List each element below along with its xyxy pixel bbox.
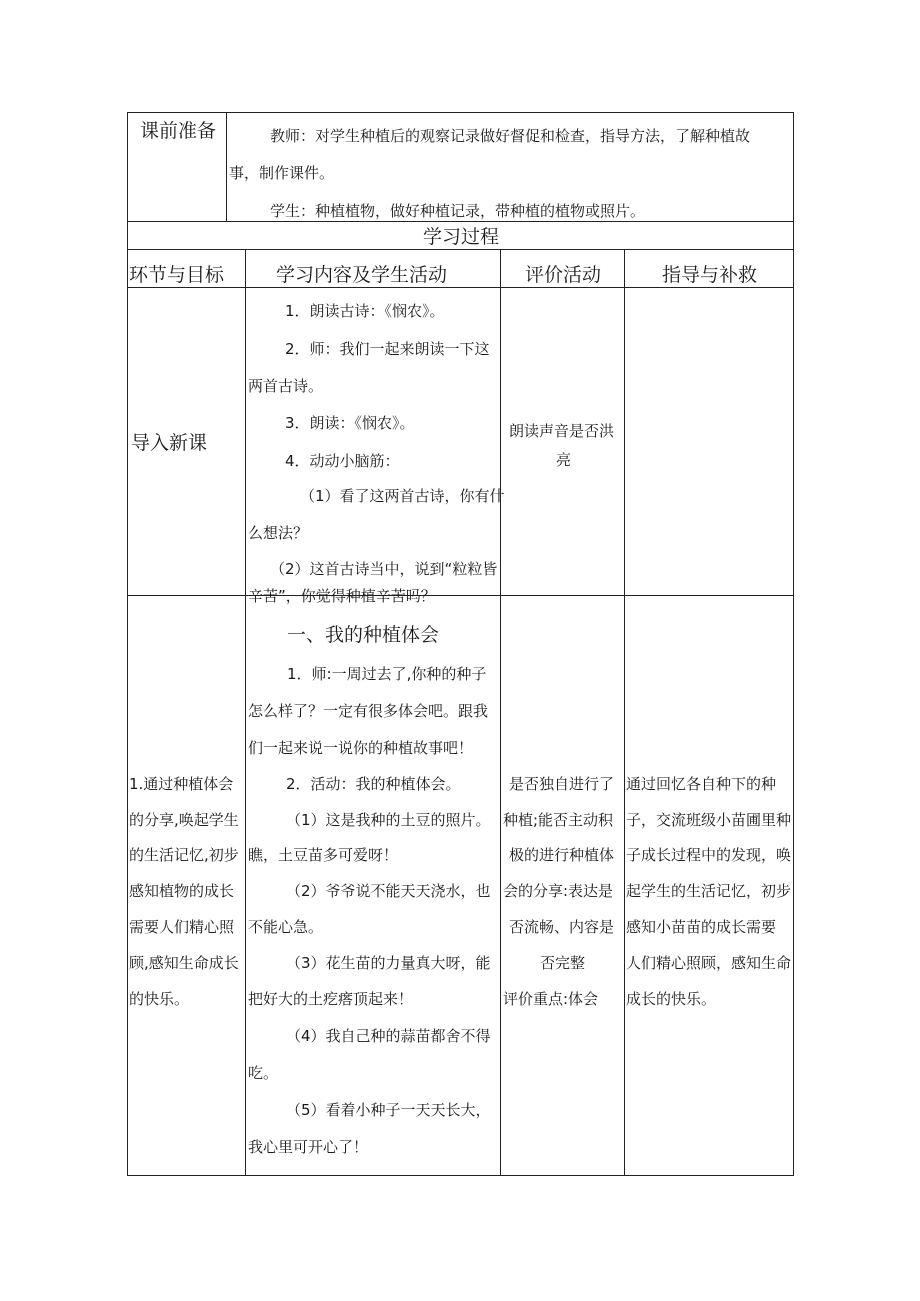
intro-line: （1）看了这两首古诗，你有什: [300, 487, 505, 505]
process-title: 学习过程: [423, 226, 500, 248]
intro-stage-label: 导入新课: [131, 432, 208, 454]
eval-line: 会的分享:表达是: [503, 882, 614, 900]
goal-line: 感知植物的成长: [129, 882, 235, 900]
goal-line: 1.通过种植体会: [129, 775, 234, 793]
row-divider-process: [127, 249, 794, 250]
section-title: 一、我的种植体会: [287, 624, 440, 646]
guide-line: 成长的快乐。: [626, 990, 717, 1008]
intro-eval-line2: 亮: [556, 451, 572, 469]
col3-divider: [624, 249, 625, 1176]
content-line: （5）看着小种子一天天长大，: [286, 1101, 491, 1119]
content-line: （3）花生苗的力量真大呀，能: [286, 954, 491, 972]
goal-line: 需要人们精心照: [129, 918, 235, 936]
table-top-border: [127, 112, 794, 113]
eval-line: 评价重点:体会: [503, 990, 599, 1008]
guide-line: 通过回忆各自种下的种: [626, 775, 777, 793]
intro-line: 2．师：我们一起来朗读一下这: [285, 340, 490, 358]
content-line: 不能心急。: [248, 918, 324, 936]
col2-divider: [500, 249, 501, 1176]
intro-line: 两首古诗。: [248, 377, 324, 395]
eval-line: 种植;能否主动积: [503, 811, 614, 829]
row-divider-prep: [127, 221, 794, 222]
intro-content-cell: [246, 288, 505, 605]
intro-line: 辛苦”，你觉得种植辛苦吗？: [248, 587, 436, 605]
content-line: 1．师:一周过去了,你种的种子: [287, 665, 487, 683]
guide-line: 起学生的生活记忆，初步: [626, 882, 792, 900]
prep-student-line: 学生：种植植物，做好种植记录，带种植的植物或照片。: [270, 202, 646, 220]
guide-line: 感知小苗苗的成长需要: [626, 918, 777, 936]
eval-line: 否完整: [540, 954, 586, 972]
goal-line: 的生活记忆,初步: [129, 846, 239, 864]
guide-line: 子，交流班级小苗圃里种: [626, 811, 792, 829]
guide-line: 子成长过程中的发现，唤: [626, 846, 792, 864]
prep-teacher-line2: 事，制作课件。: [229, 164, 335, 182]
row-divider-intro: [127, 595, 794, 596]
intro-line: 1．朗读古诗：《悯农》。: [285, 302, 445, 320]
intro-line: （2）这首古诗当中，说到“粒粒皆: [270, 560, 498, 578]
eval-line: 否流畅、内容是: [509, 918, 615, 936]
content-line: 瞧，土豆苗多可爱呀！: [248, 846, 399, 864]
eval-line: 极的进行种植体: [509, 846, 615, 864]
header-guidance: 指导与补救: [662, 264, 758, 286]
content-line: 们一起来说一说你的种植故事吧！: [248, 739, 474, 757]
guide-line: 人们精心照顾，感知生命: [626, 954, 792, 972]
content-line: 把好大的土疙瘩顶起来！: [248, 990, 414, 1008]
intro-line: 3．朗读：《悯农》。: [285, 414, 415, 432]
eval-line: 是否独自进行了: [509, 775, 615, 793]
content-line: （4）我自己种的蒜苗都舍不得: [286, 1027, 491, 1045]
content-line: （2）爷爷说不能天天浇水，也: [286, 882, 491, 900]
table-bottom-border: [127, 1175, 794, 1176]
intro-eval-line1: 朗读声音是否洪: [509, 422, 615, 440]
prep-divider: [226, 112, 227, 222]
table-right-border: [793, 112, 794, 1176]
header-stage-goal: 环节与目标: [129, 264, 225, 286]
content-line: 吃。: [248, 1064, 279, 1082]
content-line: （1）这是我种的土豆的照片。: [286, 811, 491, 829]
table-left-border: [127, 112, 128, 1176]
content-line: 2．活动：我的种植体会。: [286, 775, 461, 793]
header-evaluation: 评价活动: [525, 264, 602, 286]
intro-line: 4．动动小脑筋：: [285, 452, 400, 470]
header-content-activity: 学习内容及学生活动: [276, 264, 448, 286]
content-line: 我心里可开心了！: [248, 1138, 369, 1156]
goal-line: 的快乐。: [129, 990, 190, 1008]
prep-teacher-line1: 教师：对学生种植后的观察记录做好督促和检查，指导方法，了解种植故: [270, 127, 751, 145]
goal-line: 顾,感知生命成长: [129, 954, 239, 972]
prep-label: 课前准备: [140, 120, 217, 142]
intro-line: 么想法？: [248, 524, 309, 542]
content-line: 怎么样了？一定有很多体会吧。跟我: [248, 702, 489, 720]
goal-line: 的分享,唤起学生: [129, 811, 239, 829]
